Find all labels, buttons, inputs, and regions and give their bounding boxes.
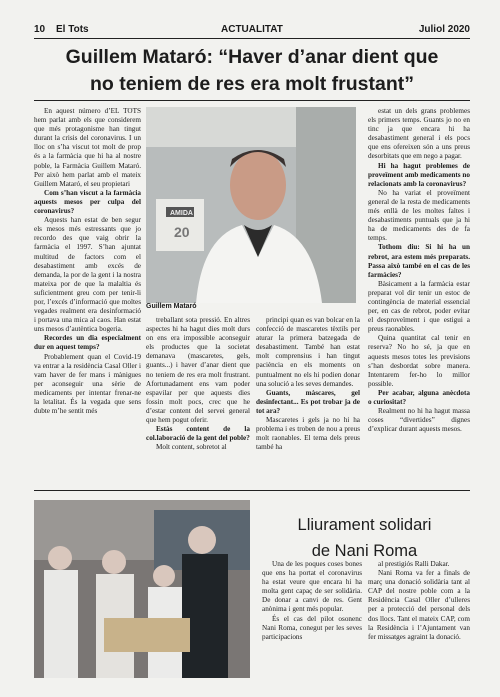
paragraph: És el cas del pilot osonenc Nani Roma, conegut per les seves participacions [262, 614, 362, 641]
article-column-2 [146, 316, 250, 452]
magazine-name: El Tots [56, 24, 89, 35]
paragraph: Aquests han estat de ben segur els mesos més estressants que jo recordo des que vaig obrir la farmàcia el 1997. S’han ajuntat multitud de factors com el desabastiment amb excés de demanda, la por de la gent i la nostra mateixa por de que la malaltia és suficientment greu com per tenir-li por, l’excés d’informació que moltes vegades realment era desinformació i portava una mica al caos. Han estat uns mesos d’autèntica bogeria. [34, 216, 141, 334]
sign-text-1: AMIDA [170, 210, 193, 217]
interview-question: Hi ha hagut problemes de proveïment amb medicaments no relacionats amb la coronavirus? [368, 161, 470, 188]
paragraph: No ha variat el proveïment general de la resta de medicaments més enllà de les moltes faltes i desabastiments puntuals que ja hi ha de medicaments des de fa temps. [368, 188, 470, 243]
paragraph: Bàsicament a la farmàcia estar preparat vol dir tenir un estoc de contingència de material essencial per, en cas de rebrot, poder evitar el desproveïment i que estigui a preus raonables. [368, 279, 470, 334]
paragraph: Molt content, sobretot al [156, 443, 227, 452]
paragraph: Realment no hi ha hagut massa coses “divertides” dignes d’explicar durant aquests mesos. [368, 407, 470, 434]
interview-question: Estàs content de la col.laboració de la gent del poble? [146, 425, 250, 443]
paragraph: estat un dels grans problemes els primers temps. Guants jo no en tinc ja que encara hi ha desabastiment general i els pocs que ens ofereixen són a uns preus desorbitats que em nego a pagar. [368, 107, 470, 161]
interview-question: Com s’han viscut a la farmàcia aquests mesos per culpa del coronavirus? [34, 188, 141, 216]
issue-date: Juliol 2020 [418, 24, 470, 35]
sign-text-2: 20 [174, 224, 190, 240]
article-column-4 [368, 107, 470, 434]
header-rule [34, 38, 470, 39]
interview-question: Recordes un dia especialment dur en aquest temps? [34, 334, 141, 352]
section-divider [34, 490, 470, 491]
page-header [34, 22, 470, 38]
interview-question: Guants, màscares, gel desinfectant... Es pot trobar ja de tot ara? [256, 388, 360, 415]
paragraph: Probablement quan el Covid-19 va entrar a la residència Casal Oller i vam haver de fer mans i mànigues per aconseguir una sèrie de medicaments per intentar frenar-ne la letalitat. És la vegada que sens dubte m’he sentit més [34, 352, 141, 416]
second-title-line-1: Lliurament solidari [297, 516, 432, 534]
second-article-title [262, 512, 467, 564]
paragraph: principi quan es van bolcar en la confecció de mascaretes tèxtils per aturar la primera batzegada de desabastiment. També han estat molt comprensius i han tingut paciència en els moments on puntualment no els hi podien donar una solució a les seves demandes. [256, 316, 360, 388]
page-number: 10 [34, 24, 46, 35]
paragraph: treballant sota pressió. En altres aspectes hi ha hagut dies molt durs on ens era impossible aconseguir els productes que la societat demanava (mascaretes, gels, guants...) i haver d’anar dient que no teniem de res era molt frustrant. Afortunadament ens vam poder espavilar per que aquests dies fossin molt pocs, crec que he d’estar content del servei general que hem pogut oferir. [146, 316, 250, 425]
headline-rule [34, 100, 470, 101]
photo-caption: Guillem Mataró [146, 303, 197, 310]
second-article-column-1 [262, 560, 362, 642]
pharmacist-illustration [146, 107, 356, 303]
second-article-column-2 [368, 560, 470, 642]
second-title-line-2: de Nani Roma [311, 542, 418, 560]
article-column-3 [256, 316, 360, 452]
pharmacist-photo [146, 107, 356, 303]
article-column-1 [34, 107, 141, 416]
donation-illustration [34, 500, 250, 678]
headline-line-1: Guillem Mataró: “Haver d’anar dient que [65, 46, 439, 68]
article-headline [34, 44, 470, 98]
paragraph: Quina quantitat cal tenir en reserva? No ho sé, ja que en aquests mesos totes les previsions s’han desbordat sobre manera. Intentarem fer-ho lo millor possible. [368, 334, 470, 388]
paragraph: Nani Roma va fer a finals de març una donació solidària tant al CAP del nostre poble com a la Residència Casal Oller d’ulleres per a protecció del personal dels dos llocs. Tant el mateix CAP, com la Residència i l’Ajuntament van fer missatges agraint la donació. [368, 569, 470, 641]
paragraph: al prestigiós Ralli Dakar. [378, 560, 450, 568]
interview-question: Per acabar, alguna anècdota o curiositat? [368, 388, 470, 406]
headline-line-2: no teniem de res era molt frustant” [90, 73, 414, 95]
donation-photo [34, 500, 250, 678]
interview-question: Tothom diu: Si hi ha un rebrot, ara estem més preparats. Passa això també en el cas de les farmàcies? [368, 243, 470, 279]
paragraph: Mascaretes i gels ja no hi ha problema i es troben de nou a preus molt raonables. El tema dels preus també ha [256, 416, 360, 452]
section-name: ACTUALITAT [221, 24, 283, 35]
paragraph: En aquest número d’EL TOTS hem parlat amb els que considerem que més protagonisme han tingut durant la crisis del coronavirus. I un lloc on s’ha viscut tot molt de prop és a la farmàcia que hi ha al nostre poble, la Farmàcia Guillem Mataró. Per això hem parlat amb el mateix Guillem Mataró, el seu propietari [34, 107, 141, 188]
paragraph: Una de les poques coses bones que ens ha portat el coronavirus ha estat veure que encara hi ha molta gent capaç de ser solidària. De donar a canvi de res. Gent anònima i gent més popular. [262, 560, 362, 614]
